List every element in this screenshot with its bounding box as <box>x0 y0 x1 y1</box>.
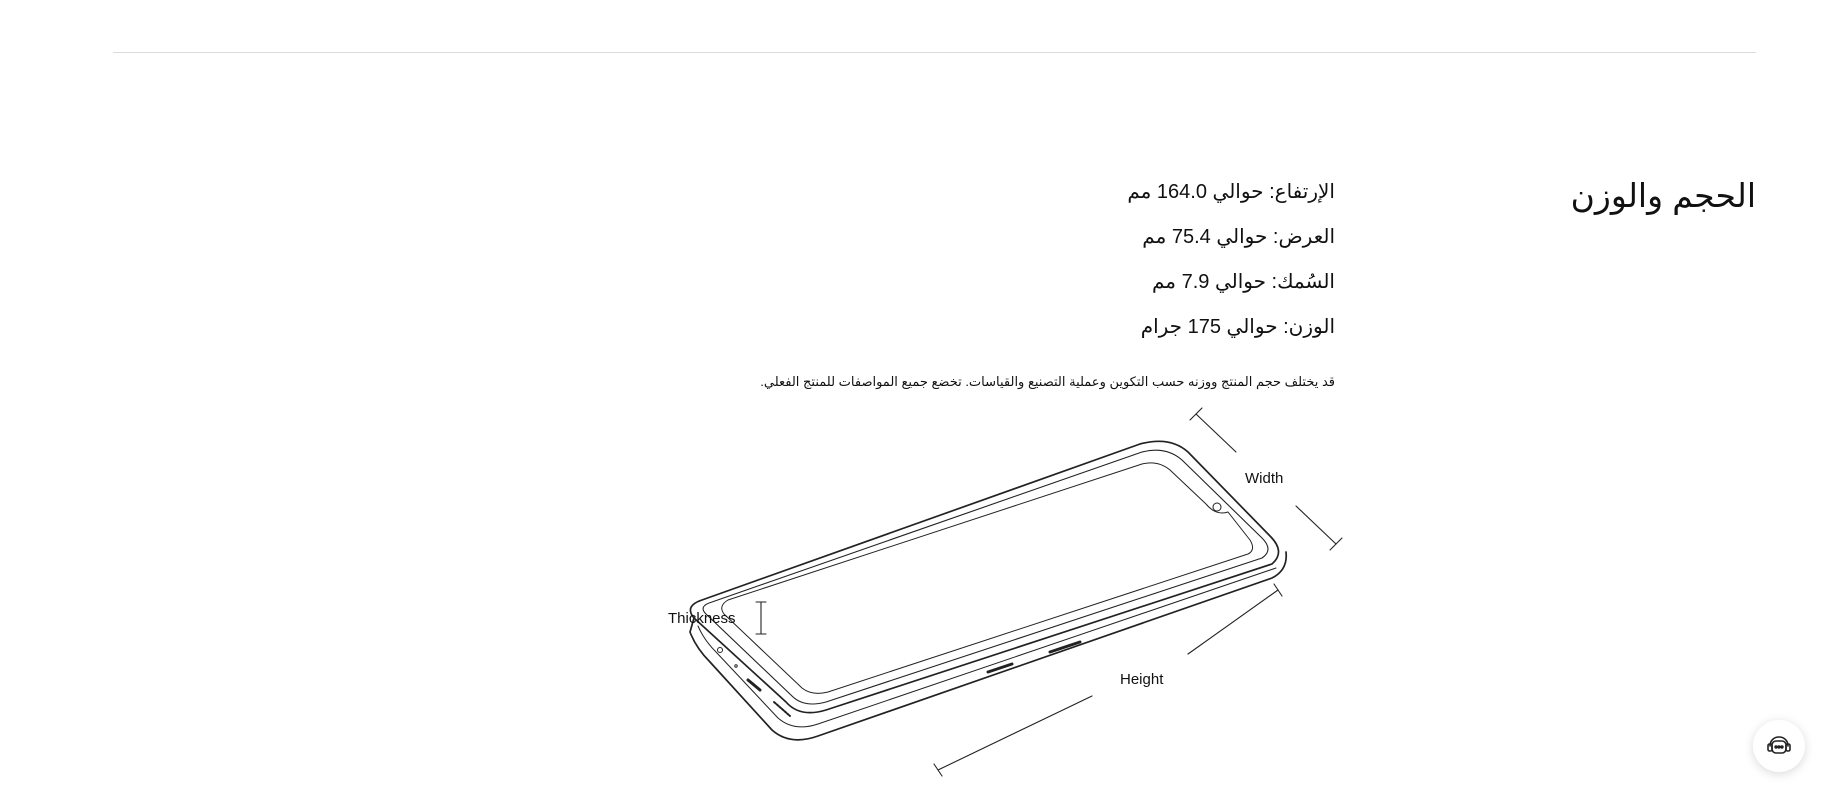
mic-hole <box>735 665 737 667</box>
spec-weight: الوزن: حوالي 175 جرام <box>1140 316 1335 338</box>
headphone-jack <box>718 648 723 653</box>
height-dim-line-right <box>1188 590 1278 654</box>
disclaimer-note: قد يختلف حجم المنتج ووزنه حسب التكوين وعملية التصنيع والقياسات. تخضع جميع المواصفات للمنتج الفعلي. <box>760 374 1335 389</box>
phone-front-outline <box>690 441 1278 712</box>
phone-dimension-diagram <box>650 400 1350 785</box>
height-dim-tick-left <box>934 764 942 776</box>
height-dim-line-left <box>938 696 1092 770</box>
chat-robot-icon <box>1765 732 1793 760</box>
height-label: Height <box>1120 671 1164 688</box>
thickness-label: Thickness <box>668 610 736 627</box>
spec-thickness: السُمك: حوالي 7.9 مم <box>1151 271 1335 293</box>
section-title: الحجم والوزن <box>1570 177 1756 214</box>
spec-height: الإرتفاع: حوالي 164.0 مم <box>1127 181 1335 203</box>
width-dim-line-upper <box>1196 414 1236 452</box>
spec-list <box>1127 180 1335 360</box>
phone-bezel-line <box>703 450 1268 704</box>
chat-assistant-button[interactable] <box>1753 720 1805 772</box>
top-divider <box>113 52 1756 53</box>
height-dim-tick-right <box>1274 584 1282 596</box>
spec-width: العرض: حوالي 75.4 مم <box>1142 226 1335 248</box>
phone-diagram-svg <box>650 400 1350 785</box>
width-label: Width <box>1245 470 1284 487</box>
front-camera <box>1213 503 1221 511</box>
width-dim-line-lower <box>1296 506 1336 544</box>
phone-side-edge <box>690 552 1286 740</box>
phone-screen <box>722 463 1253 693</box>
